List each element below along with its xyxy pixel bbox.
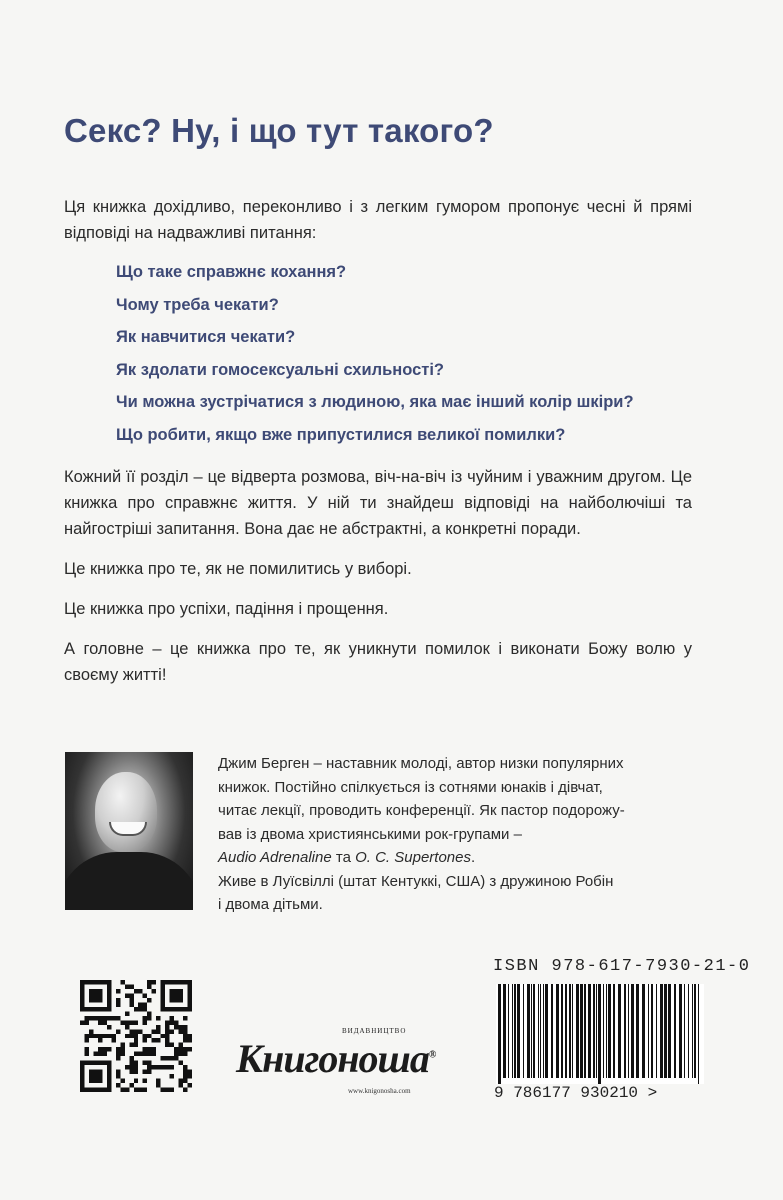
description-paragraph: А головне – це книжка про те, як уникнути помилок і виконати Божу волю у своєму житті! <box>64 640 692 684</box>
bio-line: вав із двома християнськими рок-групами – <box>218 825 522 843</box>
question-item: Чи можна зустрічатися з людиною, яка має інший колір шкіри? <box>116 393 634 411</box>
isbn-text: ISBN 978-617-7930-21-0 <box>493 957 751 976</box>
question-item: Чому треба чекати? <box>116 295 279 314</box>
publisher-url: www.knigonosha.com <box>348 1087 411 1095</box>
description-paragraph: Це книжка про успіхи, падіння і прощення. <box>64 600 389 618</box>
bio-bands-line <box>218 846 718 870</box>
publisher-name-text: Книгоноша <box>236 1036 429 1081</box>
publisher-logo <box>236 1025 464 1097</box>
question-item: Як навчитися чекати? <box>116 328 296 346</box>
author-photo-head <box>95 772 157 852</box>
ean-digits: 9 786177 930210 > <box>494 1084 658 1102</box>
bio-period: . <box>471 849 476 866</box>
bio-line: Живе в Луїсвіллі (штат Кентуккі, США) з дружиною Робін <box>218 872 614 890</box>
description-paragraph: Це книжка про те, як не помилитись у виборі. <box>64 560 412 578</box>
author-photo-shoulders <box>65 852 193 910</box>
bio-line: Джим Берген – наставник молоді, автор низки популярних <box>218 755 624 772</box>
intro-paragraph: Ця книжка дохідливо, переконливо і з легким гумором пропонує чесні й прямі відповіді на надважливі питання: <box>64 198 692 242</box>
question-item: Що робити, якщо вже припустилися великої помилки? <box>116 425 566 444</box>
description-paragraph: Кожний її розділ – це відверта розмова, віч-на-віч із чуйним і уважним другом. Це книжка про справжнє життя. У ній ти знайдеш відповіді на найболючіші та найгостріші запитання. Вона дає не абстрактні, а конкретні поради. <box>64 468 692 538</box>
band-name: O. C. Supertones <box>355 849 471 866</box>
bio-line: книжок. Постійно спілкується із сотнями юнаків і дівчат, <box>218 778 603 796</box>
qr-code <box>80 980 192 1092</box>
questions-list <box>116 262 634 457</box>
description-block <box>64 464 692 702</box>
bio-line: і двома дітьми. <box>218 896 323 913</box>
author-bio <box>218 752 718 917</box>
author-photo <box>65 752 193 910</box>
isbn-barcode <box>496 984 704 1084</box>
question-item: Що таке справжнє кохання? <box>116 263 347 281</box>
bio-line: читає лекції, проводить конференції. Як пастор подорожу- <box>218 802 625 819</box>
publisher-name <box>236 1035 435 1082</box>
registered-mark: ® <box>428 1049 436 1061</box>
band-name: Audio Adrenaline <box>218 849 332 866</box>
page-title: Секс? Ну, і що тут такого? <box>64 112 494 149</box>
bio-conjunction: та <box>331 849 356 866</box>
publisher-small-text: ВИДАВНИЦТВО <box>342 1027 407 1035</box>
question-item: Як здолати гомосексуальні схильності? <box>116 360 444 379</box>
